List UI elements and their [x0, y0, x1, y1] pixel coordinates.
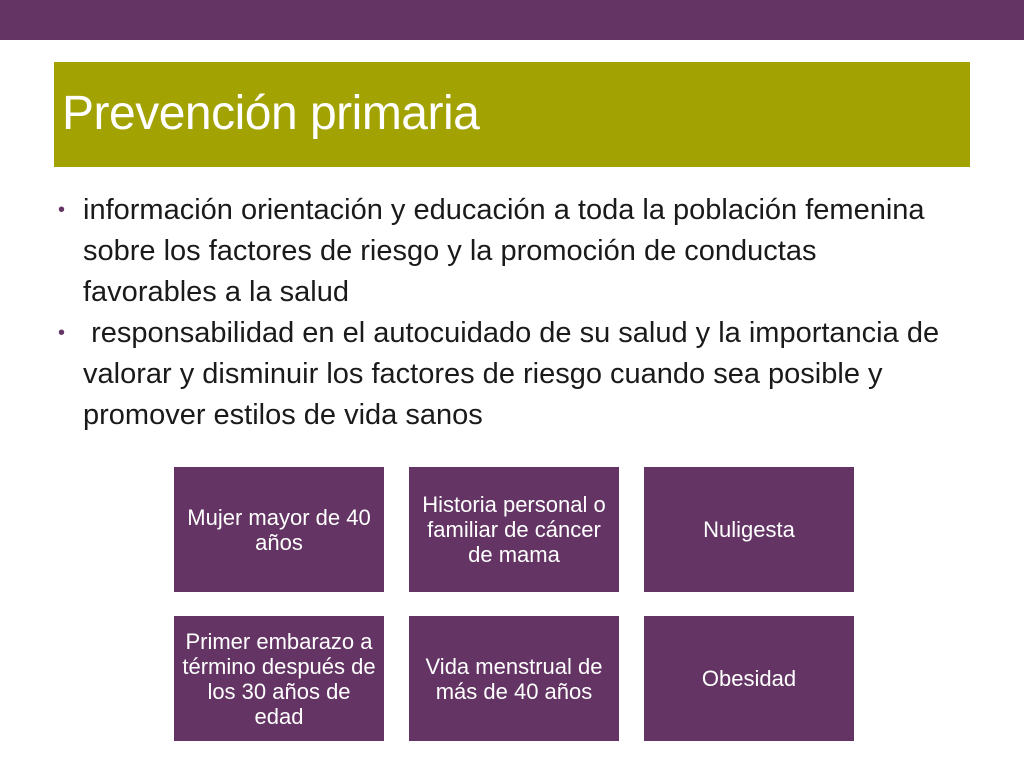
risk-factor-box	[174, 616, 384, 741]
risk-factor-label: Nuligesta	[703, 517, 795, 542]
slide-title: Prevención primaria	[62, 87, 480, 140]
title-band	[54, 62, 970, 167]
risk-factor-box	[644, 467, 854, 592]
risk-factor-label: Obesidad	[701, 666, 797, 691]
bullet-item	[58, 313, 958, 436]
risk-factor-label: Historia personal o familiar de cáncer de mama	[422, 492, 606, 567]
risk-factor-label: Vida menstrual de más de 40 años	[425, 653, 603, 704]
bullet-list	[58, 190, 958, 436]
bullet-marker: •	[58, 322, 66, 344]
bullet-marker: •	[58, 199, 66, 221]
risk-factor-box	[409, 467, 619, 592]
risk-factor-box	[644, 616, 854, 741]
risk-factor-label: Mujer mayor de 40 años	[187, 504, 371, 555]
risk-factor-label: Primer embarazo a término después de los 30 años de edad	[182, 628, 376, 729]
bullet-text: responsabilidad en el autocuidado de su salud y la importancia de valorar y disminuir los factores de riesgo cuando sea posible y promover estilos de vida sanos	[83, 317, 948, 431]
risk-factor-box	[174, 467, 384, 592]
risk-factor-box	[409, 616, 619, 741]
bullet-text: información orientación y educación a toda la población femenina sobre los factores de riesgo y la promoción de conductas favorables a la salud	[83, 194, 925, 308]
top-accent-bar	[0, 0, 1024, 40]
bullet-item	[58, 190, 958, 313]
